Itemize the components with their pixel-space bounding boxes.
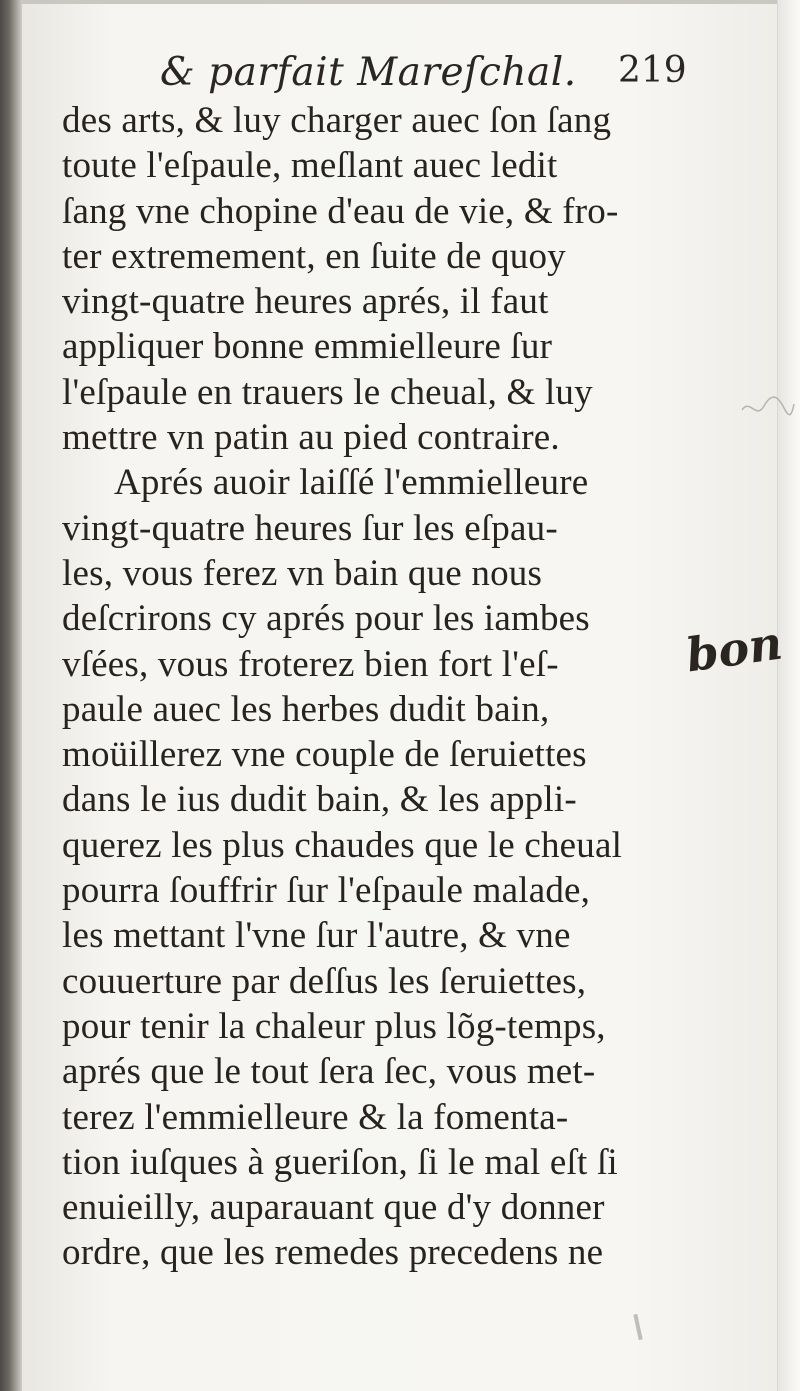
body-text <box>62 98 692 1276</box>
text-line: les mettant l'vne ſur l'autre, & vne <box>62 915 571 957</box>
text-line: ter extremement, en ſuite de quoy <box>62 235 566 277</box>
text-line: toute l'eſpaule, meſlant auec ledit <box>62 145 558 187</box>
running-head: & parfait Mareſchal. <box>160 50 577 95</box>
text-line: pour tenir la chaleur plus lõg-temps, <box>62 1005 606 1047</box>
text-line: terez l'emmielleure & la fomenta- <box>62 1096 569 1138</box>
text-line: les, vous ferez vn bain que nous <box>62 552 543 594</box>
text-line: deſcrirons cy aprés pour les iambes <box>62 598 590 640</box>
paragraph-start-line: Aprés auoir laiſſé l'emmielleure <box>114 462 589 504</box>
text-line: pourra ſouffrir ſur l'eſpaule malade, <box>62 870 591 912</box>
text-line: vingt-quatre heures aprés, il faut <box>62 281 549 323</box>
text-line: aprés que le tout ſera ſec, vous met- <box>62 1051 596 1093</box>
book-gutter <box>0 0 22 1391</box>
text-line: appliquer bonne emmielleure ſur <box>62 326 553 368</box>
text-line: ſang vne chopine d'eau de vie, & fro- <box>62 190 619 232</box>
text-line: vſées, vous froterez bien fort l'eſ- <box>62 643 559 685</box>
text-line: vingt-quatre heures ſur les eſpau- <box>62 507 558 549</box>
text-line: enuieilly, auparauant que d'y donner <box>62 1187 605 1229</box>
text-line: tion iuſques à gueriſon, ſi le mal eſt ſi <box>62 1141 618 1183</box>
text-line: dans le ius dudit bain, & les appli- <box>62 779 577 821</box>
text-line: paule auec les herbes dudit bain, <box>62 688 550 730</box>
text-line: des arts, & luy charger auec ſon ſang <box>62 100 612 141</box>
page-top-edge <box>22 0 778 4</box>
pencil-squiggle-mark <box>740 392 796 422</box>
page-number: 219 <box>618 50 687 91</box>
text-line: moüillerez vne couple de ſeruiettes <box>62 734 587 776</box>
text-line: couuerture par deſſus les ſeruiettes, <box>62 960 587 1002</box>
page-right-edge <box>777 0 800 1391</box>
text-line: mettre vn patin au pied contraire. <box>62 417 560 459</box>
handwritten-margin-note: bon <box>682 615 786 683</box>
text-line: querez les plus chaudes que le cheual <box>62 824 623 866</box>
text-line: ordre, que les remedes precedens ne <box>62 1232 604 1274</box>
text-line: l'eſpaule en trauers le cheual, & luy <box>62 371 593 413</box>
